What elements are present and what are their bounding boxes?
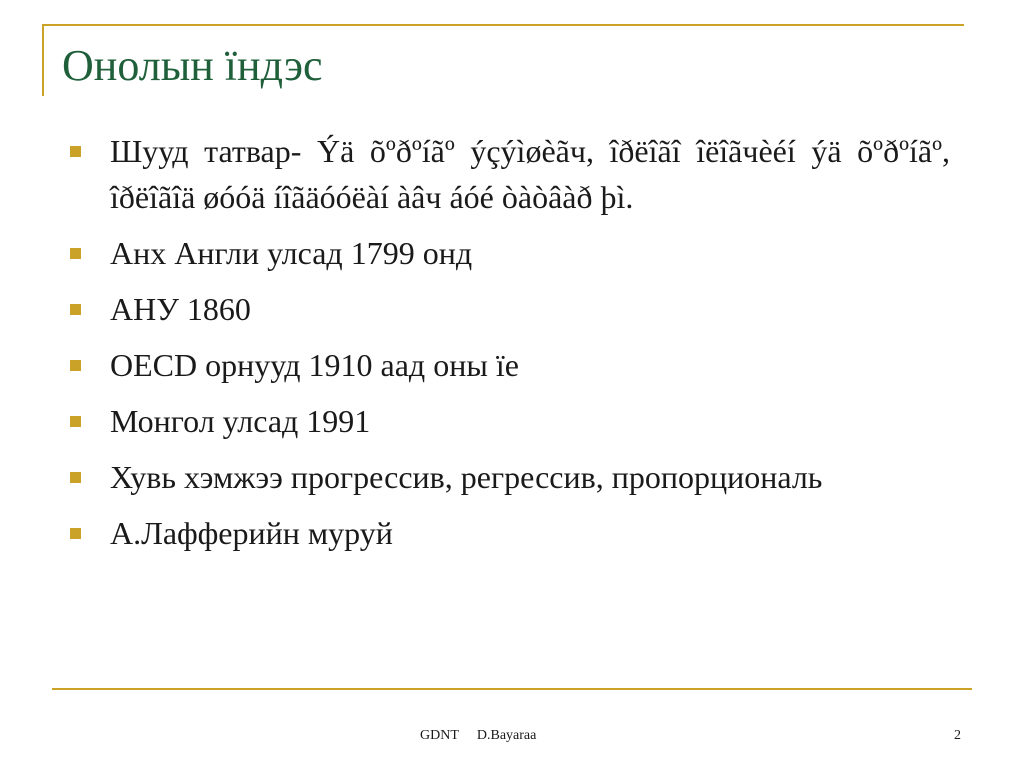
bullet-item xyxy=(70,128,950,220)
bullet-item xyxy=(70,230,950,276)
bullet-item xyxy=(70,286,950,332)
slide-title: Онолын їндэс xyxy=(62,41,323,90)
bullet-item xyxy=(70,398,950,444)
footer-org: GDNT xyxy=(420,728,459,743)
page-number: 2 xyxy=(954,728,961,743)
bullet-square-icon xyxy=(70,472,81,483)
bullet-item xyxy=(70,454,950,500)
bullet-list xyxy=(70,128,950,566)
bullet-text: OECD орнууд 1910 аад оны їе xyxy=(110,347,519,383)
bullet-item xyxy=(70,510,950,556)
bullet-item xyxy=(70,342,950,388)
bullet-square-icon xyxy=(70,528,81,539)
bullet-square-icon xyxy=(70,416,81,427)
bullet-square-icon xyxy=(70,146,81,157)
left-rule xyxy=(42,24,44,96)
bullet-text: Шууд татвар- Ýä õºðºíãº ýçýìøèãч, îðëîãî îëîãчèéí ýä õºðºíãº, îðëîãîä øóóä íîãäóóëàí àâч áóé òàòâàð þì. xyxy=(110,133,950,215)
footer-text xyxy=(420,728,554,744)
bottom-rule xyxy=(52,688,972,690)
bullet-text: Монгол улсад 1991 xyxy=(110,403,371,439)
bullet-square-icon xyxy=(70,360,81,371)
bullet-square-icon xyxy=(70,304,81,315)
top-rule xyxy=(42,24,964,26)
bullet-text: Анх Англи улсад 1799 онд xyxy=(110,235,473,271)
footer-author: D.Bayaraa xyxy=(476,728,537,743)
bullet-text: Хувь хэмжээ прогрессив, регрессив, пропорциональ xyxy=(110,459,823,495)
bullet-text: АНУ 1860 xyxy=(110,291,251,327)
bullet-square-icon xyxy=(70,248,81,259)
bullet-text: А.Лафферийн муруй xyxy=(110,515,393,551)
